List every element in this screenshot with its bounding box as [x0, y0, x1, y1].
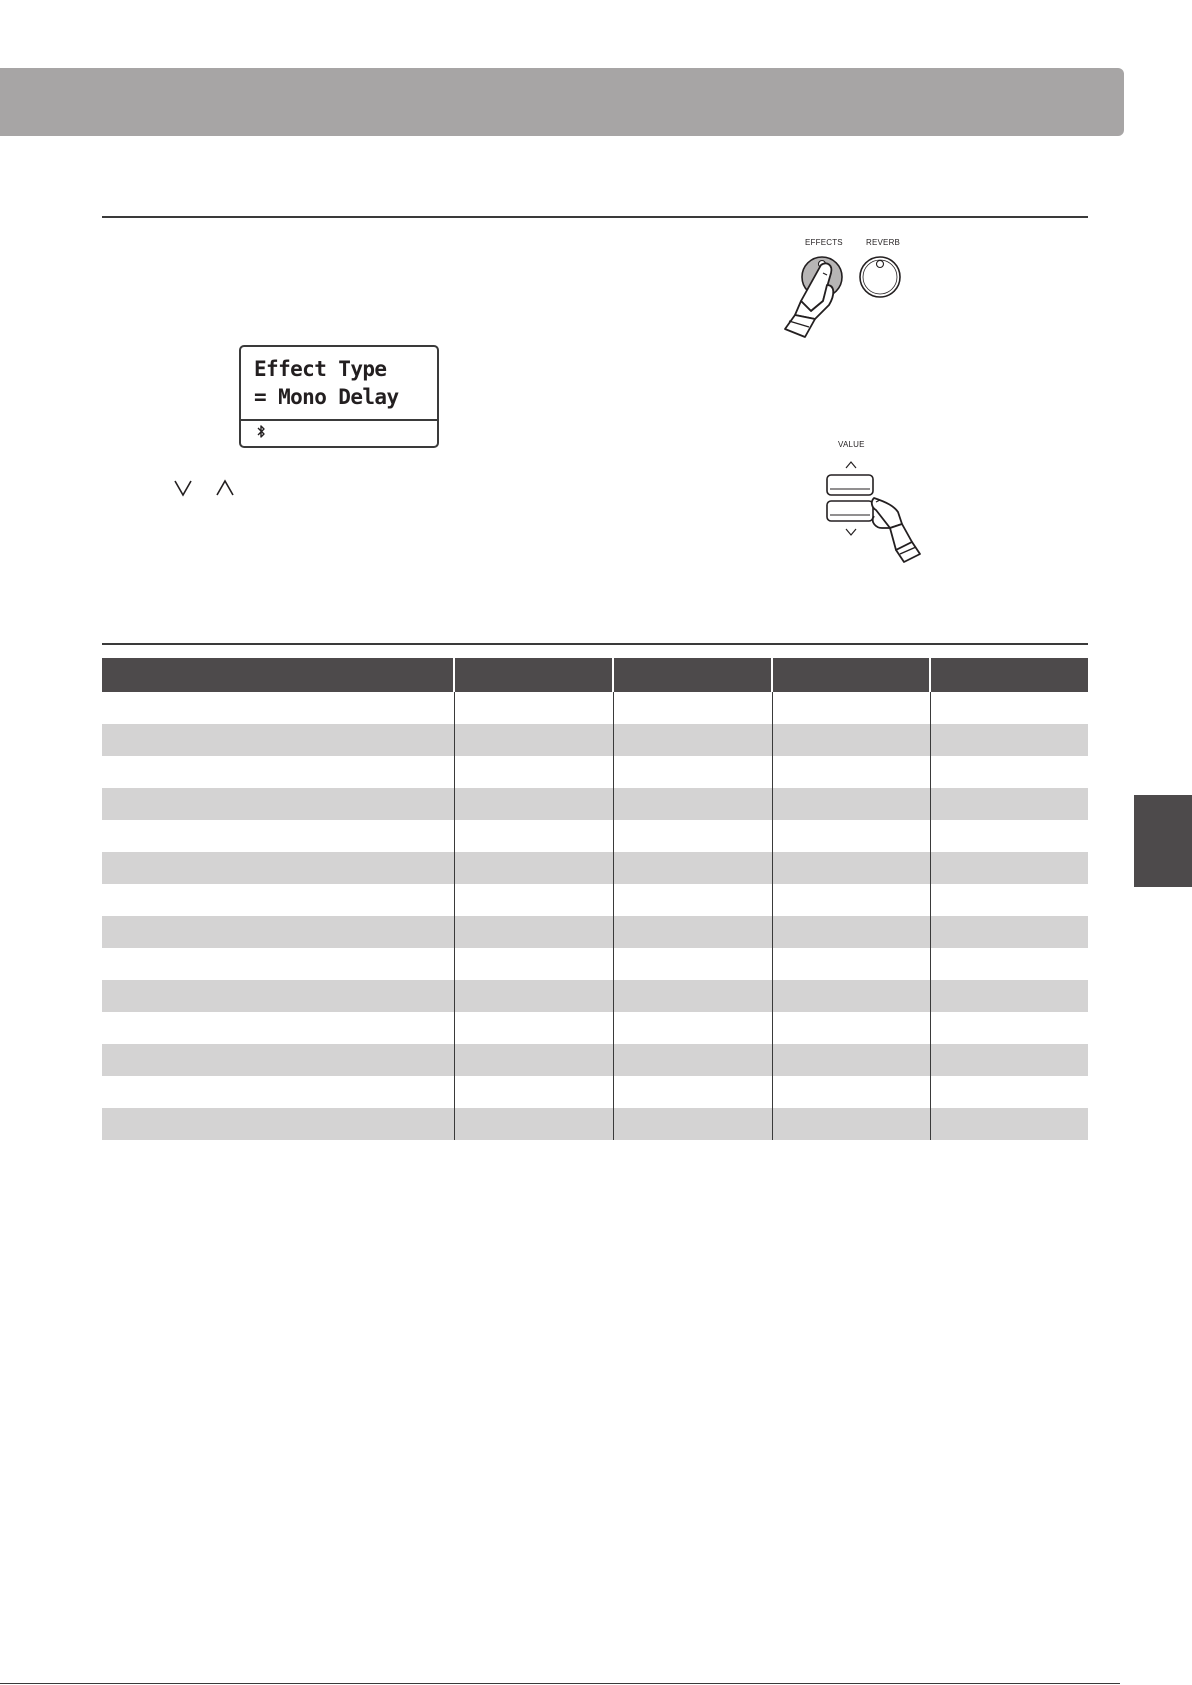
table-row — [102, 1044, 1088, 1076]
table-header-cell — [613, 658, 772, 692]
table-row — [102, 916, 1088, 948]
table-header-cell — [772, 658, 930, 692]
table-row — [102, 852, 1088, 884]
effects-button-label: EFFECTS — [805, 238, 843, 247]
value-down-button[interactable] — [826, 500, 874, 522]
table-row — [102, 1108, 1088, 1140]
pressing-finger-icon — [775, 255, 855, 345]
section-rule-table — [102, 643, 1088, 645]
value-button-label: VALUE — [838, 440, 865, 449]
pressing-finger-icon — [868, 494, 924, 564]
chevron-down-icon — [172, 478, 194, 498]
table-header-row — [102, 658, 1088, 692]
table-row — [102, 756, 1088, 788]
value-up-button[interactable] — [826, 474, 874, 496]
lcd-display — [239, 345, 439, 448]
chapter-side-tab — [1134, 795, 1192, 887]
reverb-button-label: REVERB — [866, 238, 901, 247]
section-rule-top — [102, 216, 1088, 218]
table-header-cell — [930, 658, 1088, 692]
table-row — [102, 980, 1088, 1012]
table-row — [102, 948, 1088, 980]
chapter-header-band — [0, 68, 1124, 136]
table-row — [102, 1012, 1088, 1044]
table-row — [102, 724, 1088, 756]
lcd-divider — [241, 419, 437, 421]
table-header-cell — [102, 658, 454, 692]
bluetooth-icon — [255, 423, 267, 441]
effect-parameters-table — [102, 658, 1088, 1140]
table-header-cell — [454, 658, 613, 692]
lcd-line-1: Effect Type — [254, 357, 387, 381]
value-up-caret-icon — [845, 461, 857, 469]
table-row — [102, 1076, 1088, 1108]
table-row — [102, 788, 1088, 820]
value-down-caret-icon — [845, 528, 857, 536]
table-row — [102, 820, 1088, 852]
lcd-line-2: = Mono Delay — [254, 385, 399, 409]
footer-rule — [0, 1683, 1120, 1684]
chevron-up-icon — [214, 478, 236, 498]
table-row — [102, 884, 1088, 916]
table-row — [102, 692, 1088, 724]
